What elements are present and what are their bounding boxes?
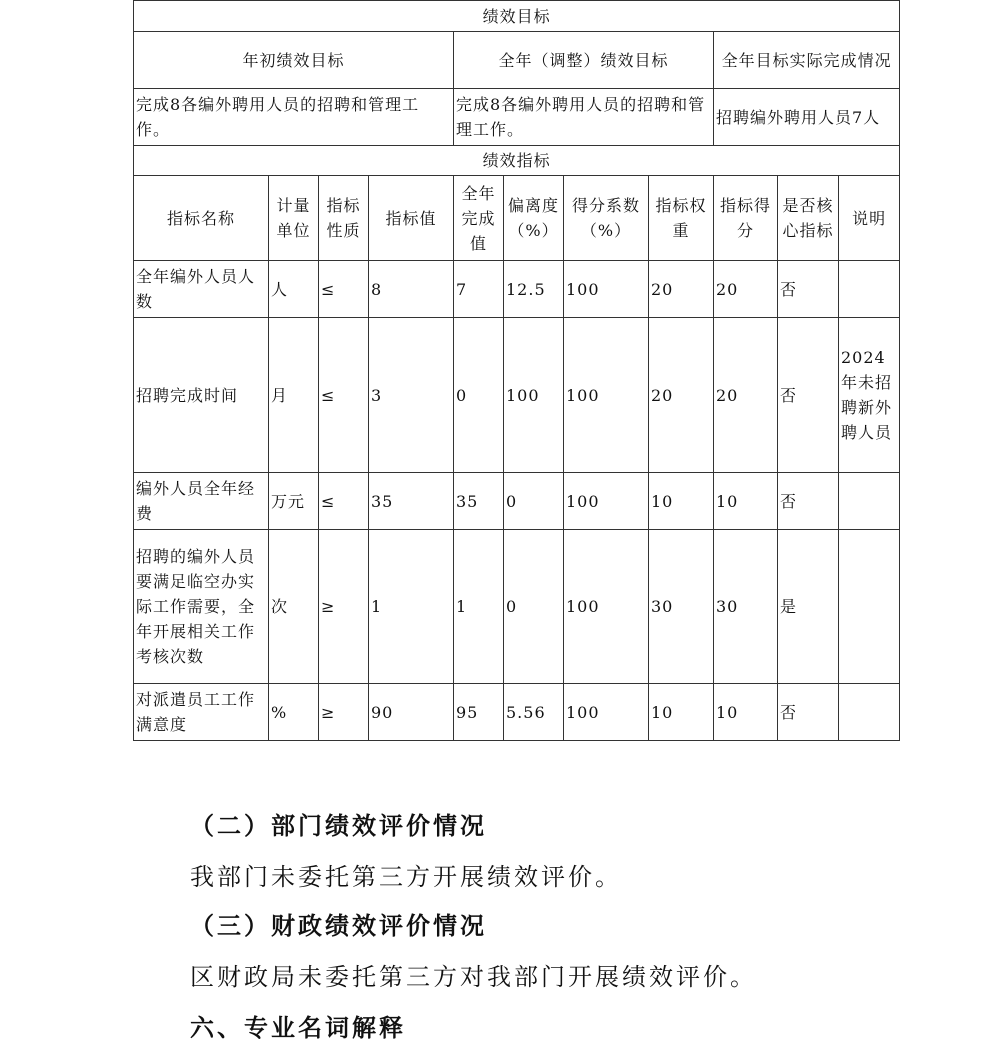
cell-nature: ≤ bbox=[319, 261, 369, 318]
cell-nature: ≥ bbox=[319, 684, 369, 741]
dept-eval-text: 我部门未委托第三方开展绩效评价。 bbox=[190, 863, 622, 891]
cell-core-indicator: 否 bbox=[778, 684, 839, 741]
glossary-heading: 六、专业名词解释 bbox=[190, 1013, 406, 1042]
cell-core-indicator: 否 bbox=[778, 261, 839, 318]
column-header: 指标得分 bbox=[714, 176, 778, 261]
table-row bbox=[134, 318, 900, 473]
cell-score-coefficient: 100 bbox=[564, 684, 649, 741]
goal-header-initial: 年初绩效目标 bbox=[134, 32, 454, 89]
column-header: 得分系数（%） bbox=[564, 176, 649, 261]
cell-weight: 20 bbox=[649, 318, 714, 473]
cell-target-value: 35 bbox=[369, 473, 454, 530]
column-header: 说明 bbox=[839, 176, 900, 261]
table-row bbox=[134, 684, 900, 741]
fiscal-eval-heading: （三）财政绩效评价情况 bbox=[190, 911, 487, 940]
cell-unit: 万元 bbox=[269, 473, 319, 530]
column-header: 指标值 bbox=[369, 176, 454, 261]
cell-score-coefficient: 100 bbox=[564, 530, 649, 684]
column-header: 计量单位 bbox=[269, 176, 319, 261]
cell-score-coefficient: 100 bbox=[564, 473, 649, 530]
cell-score: 10 bbox=[714, 473, 778, 530]
cell-actual-value: 7 bbox=[454, 261, 504, 318]
cell-indicator-name: 全年编外人员人数 bbox=[134, 261, 269, 318]
dept-eval-heading: （二）部门绩效评价情况 bbox=[190, 811, 487, 840]
table-row bbox=[134, 473, 900, 530]
cell-score: 20 bbox=[714, 261, 778, 318]
column-header: 偏离度（%） bbox=[504, 176, 564, 261]
cell-indicator-name: 招聘完成时间 bbox=[134, 318, 269, 473]
cell-indicator-name: 招聘的编外人员要满足临空办实际工作需要，全年开展相关工作考核次数 bbox=[134, 530, 269, 684]
cell-target-value: 3 bbox=[369, 318, 454, 473]
cell-indicator-name: 对派遣员工工作满意度 bbox=[134, 684, 269, 741]
goal-header-row bbox=[134, 32, 900, 89]
cell-note bbox=[839, 530, 900, 684]
cell-deviation: 0 bbox=[504, 530, 564, 684]
cell-core-indicator: 否 bbox=[778, 318, 839, 473]
goal-value-actual: 招聘编外聘用人员7人 bbox=[714, 89, 900, 146]
column-header: 指标性质 bbox=[319, 176, 369, 261]
cell-deviation: 12.5 bbox=[504, 261, 564, 318]
indicator-header-row bbox=[134, 176, 900, 261]
cell-unit: % bbox=[269, 684, 319, 741]
cell-weight: 20 bbox=[649, 261, 714, 318]
cell-actual-value: 35 bbox=[454, 473, 504, 530]
goal-section-row bbox=[134, 1, 900, 32]
cell-nature: ≥ bbox=[319, 530, 369, 684]
column-header: 是否核心指标 bbox=[778, 176, 839, 261]
cell-weight: 30 bbox=[649, 530, 714, 684]
goal-header-adjusted: 全年（调整）绩效目标 bbox=[454, 32, 714, 89]
column-header: 指标权重 bbox=[649, 176, 714, 261]
column-header: 全年完成值 bbox=[454, 176, 504, 261]
performance-table bbox=[133, 0, 900, 741]
goal-value-row bbox=[134, 89, 900, 146]
indicator-section-title: 绩效指标 bbox=[134, 146, 900, 176]
cell-score: 10 bbox=[714, 684, 778, 741]
indicator-section-row bbox=[134, 146, 900, 176]
cell-note: 2024年未招聘新外聘人员 bbox=[839, 318, 900, 473]
cell-core-indicator: 否 bbox=[778, 473, 839, 530]
goal-value-adjusted: 完成8各编外聘用人员的招聘和管理工作。 bbox=[454, 89, 714, 146]
goal-value-initial: 完成8各编外聘用人员的招聘和管理工作。 bbox=[134, 89, 454, 146]
cell-target-value: 8 bbox=[369, 261, 454, 318]
cell-deviation: 0 bbox=[504, 473, 564, 530]
fiscal-eval-text: 区财政局未委托第三方对我部门开展绩效评价。 bbox=[190, 963, 757, 991]
table-row bbox=[134, 530, 900, 684]
cell-actual-value: 1 bbox=[454, 530, 504, 684]
table-row bbox=[134, 261, 900, 318]
cell-indicator-name: 编外人员全年经费 bbox=[134, 473, 269, 530]
cell-score: 30 bbox=[714, 530, 778, 684]
cell-note bbox=[839, 684, 900, 741]
goal-section-title: 绩效目标 bbox=[134, 1, 900, 32]
cell-core-indicator: 是 bbox=[778, 530, 839, 684]
goal-header-actual: 全年目标实际完成情况 bbox=[714, 32, 900, 89]
cell-deviation: 5.56 bbox=[504, 684, 564, 741]
cell-nature: ≤ bbox=[319, 318, 369, 473]
cell-deviation: 100 bbox=[504, 318, 564, 473]
cell-unit: 月 bbox=[269, 318, 319, 473]
cell-score-coefficient: 100 bbox=[564, 318, 649, 473]
cell-weight: 10 bbox=[649, 473, 714, 530]
cell-target-value: 1 bbox=[369, 530, 454, 684]
cell-unit: 次 bbox=[269, 530, 319, 684]
cell-unit: 人 bbox=[269, 261, 319, 318]
cell-weight: 10 bbox=[649, 684, 714, 741]
cell-actual-value: 95 bbox=[454, 684, 504, 741]
cell-nature: ≤ bbox=[319, 473, 369, 530]
column-header: 指标名称 bbox=[134, 176, 269, 261]
cell-note bbox=[839, 473, 900, 530]
cell-target-value: 90 bbox=[369, 684, 454, 741]
cell-score-coefficient: 100 bbox=[564, 261, 649, 318]
cell-score: 20 bbox=[714, 318, 778, 473]
cell-note bbox=[839, 261, 900, 318]
cell-actual-value: 0 bbox=[454, 318, 504, 473]
